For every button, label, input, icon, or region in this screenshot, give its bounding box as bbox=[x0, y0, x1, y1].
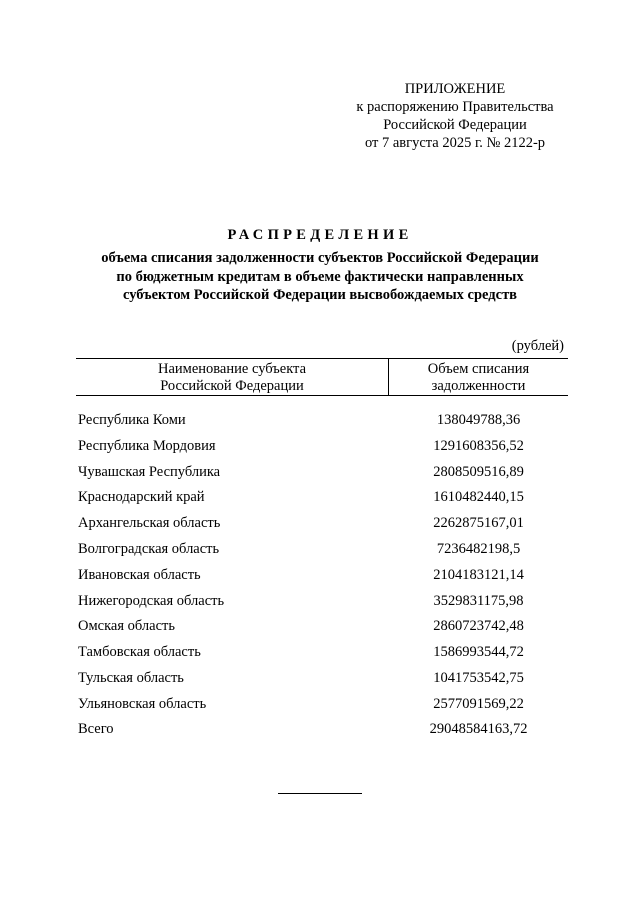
row-subject-name: Ивановская область bbox=[78, 566, 201, 583]
row-subject-name: Тульская область bbox=[78, 669, 184, 686]
row-subject-name: Чувашская Республика bbox=[78, 463, 221, 480]
table-row bbox=[0, 541, 640, 567]
table-row bbox=[0, 515, 640, 541]
subtitle-line-3: субъектом Российской Федерации высвобождаемых средств bbox=[122, 287, 518, 303]
header-subject-line-2: Российской Федерации bbox=[160, 378, 304, 394]
row-subject-name: Омская область bbox=[78, 618, 175, 635]
header-subject-name bbox=[76, 361, 388, 395]
row-amount: 2104183121,14 bbox=[433, 566, 524, 583]
table-row bbox=[0, 489, 640, 515]
header-subject-line-1: Наименование субъекта bbox=[157, 361, 307, 377]
document-subtitle bbox=[60, 249, 580, 305]
table-row bbox=[0, 618, 640, 644]
row-amount: 1041753542,75 bbox=[433, 669, 524, 686]
annex-heading: ПРИЛОЖЕНИЕ bbox=[404, 81, 506, 97]
table-body bbox=[0, 412, 640, 722]
row-amount: 2577091569,22 bbox=[433, 695, 524, 712]
annex-line-date: от 7 августа 2025 г. № 2122-р bbox=[364, 135, 546, 151]
annex-line-federation: Российской Федерации bbox=[383, 117, 527, 133]
header-amount-line-2: задолженности bbox=[431, 378, 526, 394]
table-row bbox=[0, 464, 640, 490]
document-title: РАСПРЕДЕЛЕНИЕ bbox=[227, 227, 413, 243]
row-subject-name: Нижегородская область bbox=[78, 592, 225, 609]
annex-block bbox=[330, 80, 580, 152]
row-subject-name: Краснодарский край bbox=[78, 489, 205, 506]
table-row bbox=[0, 412, 640, 438]
table-total-row bbox=[0, 721, 640, 743]
row-amount: 1586993544,72 bbox=[433, 644, 524, 661]
annex-line-order: к распоряжению Правительства bbox=[356, 99, 554, 115]
table-row bbox=[0, 567, 640, 593]
row-amount: 2808509516,89 bbox=[433, 463, 524, 480]
table-header bbox=[76, 358, 568, 396]
row-amount: 3529831175,98 bbox=[433, 592, 524, 609]
row-subject-name: Архангельская область bbox=[78, 515, 221, 532]
row-amount: 7236482198,5 bbox=[436, 540, 521, 557]
header-amount-line-1: Объем списания bbox=[427, 361, 530, 377]
row-subject-name: Волгоградская область bbox=[78, 540, 220, 557]
table-row bbox=[0, 438, 640, 464]
document-end-line bbox=[278, 793, 362, 794]
subtitle-line-2: по бюджетным кредитам в объеме фактически направленных bbox=[116, 268, 524, 285]
row-amount: 1291608356,52 bbox=[433, 437, 524, 454]
total-label: Всего bbox=[78, 721, 114, 737]
subtitle-line-1: объема списания задолженности субъектов Российской Федерации bbox=[101, 250, 539, 266]
table-row bbox=[0, 644, 640, 670]
row-amount: 2262875167,01 bbox=[433, 515, 524, 532]
row-subject-name: Республика Коми bbox=[78, 412, 186, 428]
header-writeoff-amount bbox=[389, 361, 568, 395]
row-subject-name: Тамбовская область bbox=[78, 644, 201, 661]
table-row bbox=[0, 593, 640, 619]
row-subject-name: Ульяновская область bbox=[78, 695, 207, 712]
total-amount: 29048584163,72 bbox=[429, 721, 528, 737]
row-amount: 1610482440,15 bbox=[433, 489, 524, 506]
row-amount: 138049788,36 bbox=[436, 412, 521, 428]
row-amount: 2860723742,48 bbox=[433, 618, 524, 635]
table-row bbox=[0, 696, 640, 722]
table-row bbox=[0, 670, 640, 696]
units-label: (рублей) bbox=[511, 338, 564, 354]
row-subject-name: Республика Мордовия bbox=[78, 437, 216, 454]
